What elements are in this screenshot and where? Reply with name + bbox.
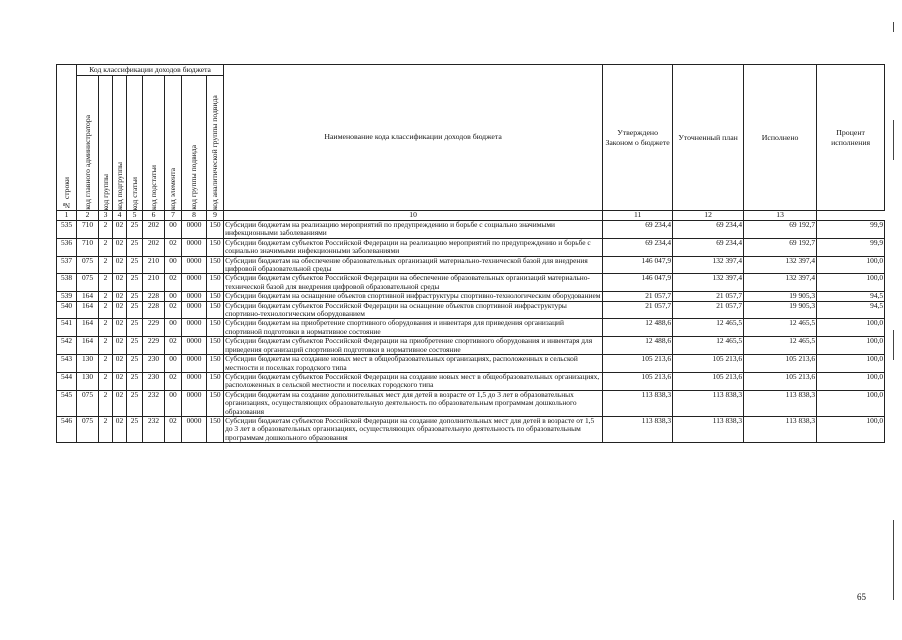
approved-amount: 105 213,6 [603, 355, 673, 373]
header-approved: Утверждено Законом о бюджете [603, 65, 673, 211]
subgroup-code: 02 [113, 221, 127, 239]
header-code-group: Код классификации доходов бюджета [77, 65, 224, 76]
element-code: 00 [165, 319, 182, 337]
admin-code: 130 [77, 372, 99, 390]
subgroup-code: 02 [113, 274, 127, 292]
element-code: 02 [165, 274, 182, 292]
subarticle-code: 210 [143, 256, 165, 274]
subarticle-code: 230 [143, 372, 165, 390]
header-element-code: код элемента [165, 76, 182, 211]
table-row [57, 256, 885, 274]
executed-amount: 132 397,4 [744, 256, 817, 274]
admin-code: 164 [77, 337, 99, 355]
refined-plan-amount: 12 465,5 [673, 337, 744, 355]
refined-plan-amount: 113 838,3 [673, 390, 744, 416]
revenue-name: Субсидии бюджетам на создание дополнительных мест для детей в возрасте от 1,5 до 3 лет в образовательных организациях, осуществляющих образовательную деятельность по образовательным программам дошкольного образования [224, 390, 603, 416]
refined-plan-amount: 69 234,4 [673, 221, 744, 239]
admin-code: 164 [77, 319, 99, 337]
element-code: 00 [165, 390, 182, 416]
subarticle-code: 202 [143, 238, 165, 256]
element-code: 00 [165, 256, 182, 274]
approved-amount: 21 057,7 [603, 292, 673, 301]
execution-percent: 100,0 [817, 390, 885, 416]
edge-mark [893, 520, 894, 600]
column-number: 3 [99, 211, 113, 221]
subtype-group-code: 0000 [182, 319, 207, 337]
element-code: 02 [165, 301, 182, 319]
table-row [57, 319, 885, 337]
subarticle-code: 232 [143, 416, 165, 442]
column-number: 6 [143, 211, 165, 221]
subtype-group-code: 0000 [182, 416, 207, 442]
analytic-code: 150 [207, 355, 224, 373]
approved-amount: 12 488,6 [603, 319, 673, 337]
admin-code: 075 [77, 256, 99, 274]
executed-amount: 69 192,7 [744, 238, 817, 256]
group-code: 2 [99, 319, 113, 337]
row-number: 546 [57, 416, 77, 442]
element-code: 02 [165, 337, 182, 355]
revenue-name: Субсидии бюджетам на оснащение объектов спортивной инфраструктуры спортивно-технологическим оборудованием [224, 292, 603, 301]
article-code: 25 [127, 337, 143, 355]
row-number: 542 [57, 337, 77, 355]
subgroup-code: 02 [113, 256, 127, 274]
revenue-name: Субсидии бюджетам субъектов Российской Федерации на создание новых мест в общеобразовательных организациях, расположенных в сельской местности и поселках городского типа [224, 372, 603, 390]
article-code: 25 [127, 256, 143, 274]
column-number: 11 [603, 211, 673, 221]
article-code: 25 [127, 355, 143, 373]
executed-amount: 105 213,6 [744, 372, 817, 390]
refined-plan-amount: 12 465,5 [673, 319, 744, 337]
header-analytic-group-code: код аналитической группы подвида [207, 76, 224, 211]
column-number: 4 [113, 211, 127, 221]
admin-code: 075 [77, 390, 99, 416]
approved-amount: 113 838,3 [603, 416, 673, 442]
subgroup-code: 02 [113, 416, 127, 442]
approved-amount: 146 047,9 [603, 256, 673, 274]
table-row [57, 274, 885, 292]
article-code: 25 [127, 372, 143, 390]
group-code: 2 [99, 416, 113, 442]
subarticle-code: 230 [143, 355, 165, 373]
subarticle-code: 229 [143, 319, 165, 337]
element-code: 02 [165, 416, 182, 442]
budget-revenue-table [56, 64, 885, 443]
admin-code: 164 [77, 301, 99, 319]
header-name: Наименование кода классификации доходов бюджета [224, 65, 603, 211]
row-number: 539 [57, 292, 77, 301]
refined-plan-amount: 105 213,6 [673, 355, 744, 373]
subgroup-code: 02 [113, 319, 127, 337]
subgroup-code: 02 [113, 355, 127, 373]
element-code: 00 [165, 355, 182, 373]
refined-plan-amount: 105 213,6 [673, 372, 744, 390]
subtype-group-code: 0000 [182, 292, 207, 301]
subtype-group-code: 0000 [182, 221, 207, 239]
row-number: 544 [57, 372, 77, 390]
approved-amount: 146 047,9 [603, 274, 673, 292]
table-row [57, 337, 885, 355]
execution-percent: 94,5 [817, 292, 885, 301]
refined-plan-amount: 113 838,3 [673, 416, 744, 442]
execution-percent: 100,0 [817, 256, 885, 274]
header-subgroup-code: код подгруппы [113, 76, 127, 211]
column-number: 2 [77, 211, 99, 221]
analytic-code: 150 [207, 292, 224, 301]
approved-amount: 21 057,7 [603, 301, 673, 319]
article-code: 25 [127, 319, 143, 337]
executed-amount: 19 905,3 [744, 301, 817, 319]
article-code: 25 [127, 221, 143, 239]
subarticle-code: 228 [143, 292, 165, 301]
header-percent: Процент исполнения [817, 65, 885, 211]
revenue-name: Субсидии бюджетам субъектов Российской Федерации на оснащение объектов спортивной инфраструктуры спортивно-технологическим оборудованием [224, 301, 603, 319]
row-number: 540 [57, 301, 77, 319]
subgroup-code: 02 [113, 372, 127, 390]
subtype-group-code: 0000 [182, 355, 207, 373]
column-number: 1 [57, 211, 77, 221]
revenue-name: Субсидии бюджетам на обеспечение образовательных организаций материально-технической базой для внедрения цифровой образовательной среды [224, 256, 603, 274]
group-code: 2 [99, 256, 113, 274]
analytic-code: 150 [207, 301, 224, 319]
execution-percent: 99,9 [817, 238, 885, 256]
table-row [57, 416, 885, 442]
header-subtype-group-code: код группы подвида [182, 76, 207, 211]
execution-percent: 100,0 [817, 416, 885, 442]
analytic-code: 150 [207, 221, 224, 239]
analytic-code: 150 [207, 372, 224, 390]
revenue-name: Субсидии бюджетам субъектов Российской Федерации на создание дополнительных мест для детей в возрасте от 1,5 до 3 лет в образовательных организациях, осуществляющих образовательную деятельность по образовательным программам дошкольного образования [224, 416, 603, 442]
subarticle-code: 202 [143, 221, 165, 239]
approved-amount: 69 234,4 [603, 221, 673, 239]
subgroup-code: 02 [113, 292, 127, 301]
page-number: 65 [857, 592, 866, 602]
approved-amount: 69 234,4 [603, 238, 673, 256]
edge-mark [893, 330, 894, 360]
header-refined-plan: Уточненный план [673, 65, 744, 211]
executed-amount: 132 397,4 [744, 274, 817, 292]
group-code: 2 [99, 301, 113, 319]
admin-code: 075 [77, 274, 99, 292]
executed-amount: 19 905,3 [744, 292, 817, 301]
subarticle-code: 228 [143, 301, 165, 319]
group-code: 2 [99, 221, 113, 239]
group-code: 2 [99, 355, 113, 373]
admin-code: 075 [77, 416, 99, 442]
admin-code: 710 [77, 238, 99, 256]
group-code: 2 [99, 238, 113, 256]
subtype-group-code: 0000 [182, 301, 207, 319]
subgroup-code: 02 [113, 390, 127, 416]
subtype-group-code: 0000 [182, 274, 207, 292]
header-executed: Исполнено [744, 65, 817, 211]
revenue-name: Субсидии бюджетам на реализацию мероприятий по предупреждению и борьбе с социально значимыми инфекционными заболеваниями [224, 221, 603, 239]
refined-plan-amount: 21 057,7 [673, 301, 744, 319]
table-row [57, 372, 885, 390]
subtype-group-code: 0000 [182, 390, 207, 416]
table-row [57, 238, 885, 256]
subgroup-code: 02 [113, 301, 127, 319]
article-code: 25 [127, 238, 143, 256]
subgroup-code: 02 [113, 337, 127, 355]
executed-amount: 113 838,3 [744, 390, 817, 416]
execution-percent: 100,0 [817, 319, 885, 337]
table-body [57, 221, 885, 443]
executed-amount: 12 465,5 [744, 337, 817, 355]
admin-code: 710 [77, 221, 99, 239]
table-row [57, 390, 885, 416]
refined-plan-amount: 21 057,7 [673, 292, 744, 301]
table-row [57, 221, 885, 239]
header-group-code: код группы [99, 76, 113, 211]
table-row [57, 292, 885, 301]
execution-percent: 100,0 [817, 274, 885, 292]
approved-amount: 12 488,6 [603, 337, 673, 355]
article-code: 25 [127, 416, 143, 442]
analytic-code: 150 [207, 390, 224, 416]
element-code: 00 [165, 221, 182, 239]
execution-percent: 94,5 [817, 301, 885, 319]
analytic-code: 150 [207, 416, 224, 442]
header-admin-code: код главного администратора [77, 76, 99, 211]
subtype-group-code: 0000 [182, 238, 207, 256]
subgroup-code: 02 [113, 238, 127, 256]
group-code: 2 [99, 292, 113, 301]
column-number: 9 [207, 211, 224, 221]
edge-mark [893, 22, 894, 32]
article-code: 25 [127, 301, 143, 319]
article-code: 25 [127, 274, 143, 292]
column-numbers-row [57, 211, 885, 221]
executed-amount: 69 192,7 [744, 221, 817, 239]
column-number: 10 [224, 211, 603, 221]
row-number: 537 [57, 256, 77, 274]
row-number: 535 [57, 221, 77, 239]
approved-amount: 105 213,6 [603, 372, 673, 390]
article-code: 25 [127, 390, 143, 416]
header-subarticle-code: код подстатьи [143, 76, 165, 211]
group-code: 2 [99, 274, 113, 292]
execution-percent: 100,0 [817, 337, 885, 355]
analytic-code: 150 [207, 319, 224, 337]
analytic-code: 150 [207, 238, 224, 256]
execution-percent: 100,0 [817, 355, 885, 373]
approved-amount: 113 838,3 [603, 390, 673, 416]
analytic-code: 150 [207, 274, 224, 292]
subarticle-code: 229 [143, 337, 165, 355]
article-code: 25 [127, 292, 143, 301]
execution-percent: 100,0 [817, 372, 885, 390]
subarticle-code: 232 [143, 390, 165, 416]
element-code: 02 [165, 238, 182, 256]
executed-amount: 12 465,5 [744, 319, 817, 337]
group-code: 2 [99, 390, 113, 416]
element-code: 02 [165, 372, 182, 390]
admin-code: 130 [77, 355, 99, 373]
analytic-code: 150 [207, 256, 224, 274]
group-code: 2 [99, 372, 113, 390]
refined-plan-amount: 132 397,4 [673, 256, 744, 274]
executed-amount: 113 838,3 [744, 416, 817, 442]
subtype-group-code: 0000 [182, 256, 207, 274]
table-row [57, 355, 885, 373]
execution-percent: 99,9 [817, 221, 885, 239]
subtype-group-code: 0000 [182, 372, 207, 390]
row-number: 541 [57, 319, 77, 337]
admin-code: 164 [77, 292, 99, 301]
analytic-code: 150 [207, 337, 224, 355]
column-number: 13 [744, 211, 817, 221]
executed-amount: 105 213,6 [744, 355, 817, 373]
revenue-name: Субсидии бюджетам субъектов Российской Федерации на реализацию мероприятий по предупреждению и борьбе с социально значимыми инфекционными заболеваниями [224, 238, 603, 256]
column-number: 12 [673, 211, 744, 221]
row-number: 538 [57, 274, 77, 292]
subarticle-code: 210 [143, 274, 165, 292]
subtype-group-code: 0000 [182, 337, 207, 355]
refined-plan-amount: 69 234,4 [673, 238, 744, 256]
row-number: 536 [57, 238, 77, 256]
revenue-name: Субсидии бюджетам на создание новых мест в общеобразовательных организациях, расположенных в сельской местности и поселках городского типа [224, 355, 603, 373]
element-code: 00 [165, 292, 182, 301]
column-number: 8 [182, 211, 207, 221]
header-row-no: № строки [57, 65, 77, 211]
revenue-name: Субсидии бюджетам субъектов Российской Федерации на приобретение спортивного оборудования и инвентаря для приведения организаций спортивной подготовки в нормативное состояние [224, 337, 603, 355]
row-number: 543 [57, 355, 77, 373]
revenue-name: Субсидии бюджетам субъектов Российской Федерации на обеспечение образовательных организаций материально-технической базой для внедрения цифровой образовательной среды [224, 274, 603, 292]
column-number: 7 [165, 211, 182, 221]
revenue-name: Субсидии бюджетам на приобретение спортивного оборудования и инвентаря для приведения организаций спортивной подготовки в нормативное состояние [224, 319, 603, 337]
edge-mark [893, 120, 894, 160]
row-number: 545 [57, 390, 77, 416]
column-number: 5 [127, 211, 143, 221]
header-article-code: код статьи [127, 76, 143, 211]
table-row [57, 301, 885, 319]
group-code: 2 [99, 337, 113, 355]
refined-plan-amount: 132 397,4 [673, 274, 744, 292]
